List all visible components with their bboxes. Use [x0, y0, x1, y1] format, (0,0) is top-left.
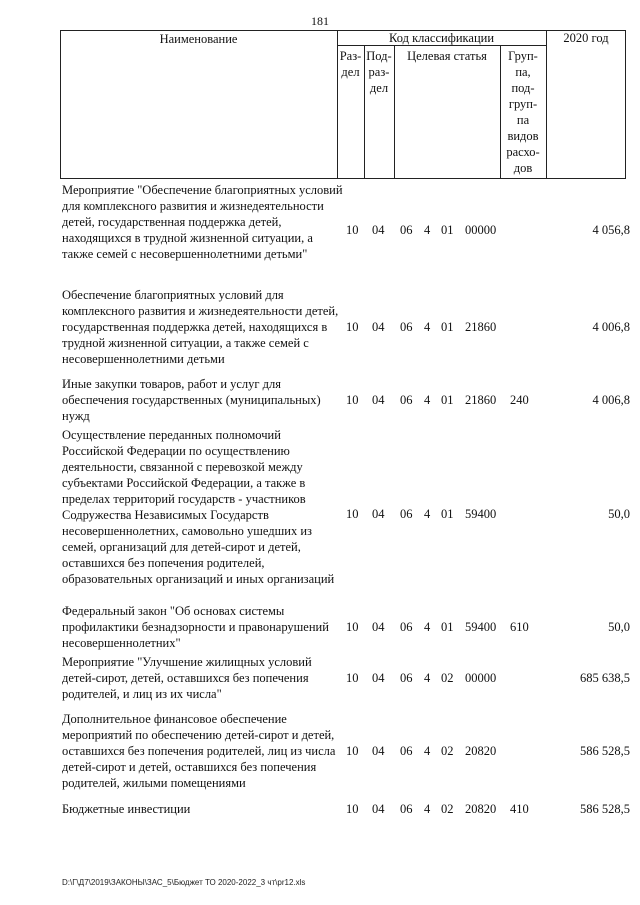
row-vr: 610: [510, 620, 529, 634]
row-podrazdel: 04: [372, 320, 385, 334]
header-classification: Код классификации: [388, 31, 495, 45]
row-cs2: 4: [424, 320, 431, 334]
row-cs4: 00000: [465, 671, 497, 685]
row-cs4: 00000: [465, 223, 497, 237]
row-amount: 586 528,5: [580, 744, 630, 758]
row-cs2: 4: [424, 802, 431, 816]
row-razdel: 10: [346, 320, 359, 334]
row-amount: 4 056,8: [592, 223, 630, 237]
row-cs2: 4: [424, 671, 431, 685]
row-razdel: 10: [346, 507, 359, 521]
row-cs4: 20820: [465, 802, 497, 816]
row-cs4: 21860: [465, 320, 497, 334]
row-cs2: 4: [424, 744, 431, 758]
row-cs3: 02: [441, 744, 454, 758]
row-cs2: 4: [424, 223, 431, 237]
row-vr: 410: [510, 802, 529, 816]
row-razdel: 10: [346, 744, 359, 758]
row-cs1: 06: [400, 620, 413, 634]
header-name: Наименование: [159, 32, 238, 46]
row-cs2: 4: [424, 507, 431, 521]
row-name: Федеральный закон "Об основах системы профилактики безнадзорности и правонарушений несовершеннолетних": [62, 604, 329, 650]
row-podrazdel: 04: [372, 393, 385, 407]
row-cs1: 06: [400, 671, 413, 685]
row-cs1: 06: [400, 744, 413, 758]
row-cs3: 02: [441, 802, 454, 816]
row-cs1: 06: [400, 223, 413, 237]
row-razdel: 10: [346, 620, 359, 634]
row-cs3: 01: [441, 620, 454, 634]
header-divider: [394, 45, 395, 179]
row-cs2: 4: [424, 393, 431, 407]
row-cs3: 01: [441, 320, 454, 334]
row-cs4: 59400: [465, 620, 497, 634]
row-amount: 586 528,5: [580, 802, 630, 816]
row-cs2: 4: [424, 620, 431, 634]
file-path: D:\Г\Д7\2019\ЗАКОНЫ\ЗАС_5\Бюджет ТО 2020-2022_3 чт\pr12.xls: [62, 878, 306, 887]
row-razdel: 10: [346, 671, 359, 685]
row-podrazdel: 04: [372, 802, 385, 816]
row-podrazdel: 04: [372, 507, 385, 521]
row-cs3: 01: [441, 507, 454, 521]
row-amount: 4 006,8: [592, 320, 630, 334]
row-razdel: 10: [346, 393, 359, 407]
row-podrazdel: 04: [372, 671, 385, 685]
header-podrazdel: Под- раз- дел: [366, 49, 392, 95]
row-razdel: 10: [346, 223, 359, 237]
header-year: 2020 год: [563, 31, 609, 45]
row-cs1: 06: [400, 320, 413, 334]
page-number: 181: [311, 14, 329, 28]
row-amount: 685 638,5: [580, 671, 630, 685]
row-cs3: 01: [441, 393, 454, 407]
row-name: Мероприятие "Улучшение жилищных условий детей-сирот, детей, оставшихся без попечения родителей, и лиц из их числа": [62, 655, 312, 701]
row-amount: 50,0: [608, 507, 630, 521]
row-name: Мероприятие "Обеспечение благоприятных условий для комплексного развития и жизнедеятельности детей, государственная поддержка детей, находящихся в трудной жизненной ситуации, а также семей с несовершеннолетними детьми": [62, 183, 343, 261]
row-podrazdel: 04: [372, 223, 385, 237]
row-amount: 50,0: [608, 620, 630, 634]
row-cs3: 01: [441, 223, 454, 237]
row-cs1: 06: [400, 393, 413, 407]
row-cs4: 21860: [465, 393, 497, 407]
row-cs1: 06: [400, 507, 413, 521]
row-cs4: 59400: [465, 507, 497, 521]
row-podrazdel: 04: [372, 744, 385, 758]
header-target: Целевая статья: [407, 49, 487, 63]
row-razdel: 10: [346, 802, 359, 816]
row-name: Обеспечение благоприятных условий для комплексного развития и жизнедеятельности детей, государственная поддержка детей, находящихся в трудной жизненной ситуации, а также семей с несовершеннолетними детьми: [62, 288, 339, 366]
row-name: Бюджетные инвестиции: [62, 802, 191, 816]
row-name: Осуществление переданных полномочий Российской Федерации по осуществлению деятельности, связанной с перевозкой между субъектами Российской Федерации, а также в пределах территорий государств - участников Содружества Независимых Государств несовершеннолетних, самовольно ушедших из семей, организаций для детей-сирот и детей, оставшихся без попечения родителей, образовательных организаций и иных организаций: [62, 428, 335, 586]
row-cs3: 02: [441, 671, 454, 685]
header-group: Груп- па, под- груп- па видов расхо- дов: [506, 49, 540, 175]
row-cs1: 06: [400, 802, 413, 816]
row-name: Иные закупки товаров, работ и услуг для обеспечения государственных (муниципальных) нужд: [62, 377, 321, 423]
header-divider: [546, 30, 547, 179]
header-razdel: Раз- дел: [339, 49, 362, 79]
row-vr: 240: [510, 393, 529, 407]
row-amount: 4 006,8: [592, 393, 630, 407]
row-cs4: 20820: [465, 744, 497, 758]
row-name: Дополнительное финансовое обеспечение мероприятий по обеспечению детей-сирот и детей, оставшихся без попечения родителей, лиц из числа детей-сирот и детей, оставшихся без попечения родителей, жилыми помещениями: [62, 712, 336, 790]
row-podrazdel: 04: [372, 620, 385, 634]
